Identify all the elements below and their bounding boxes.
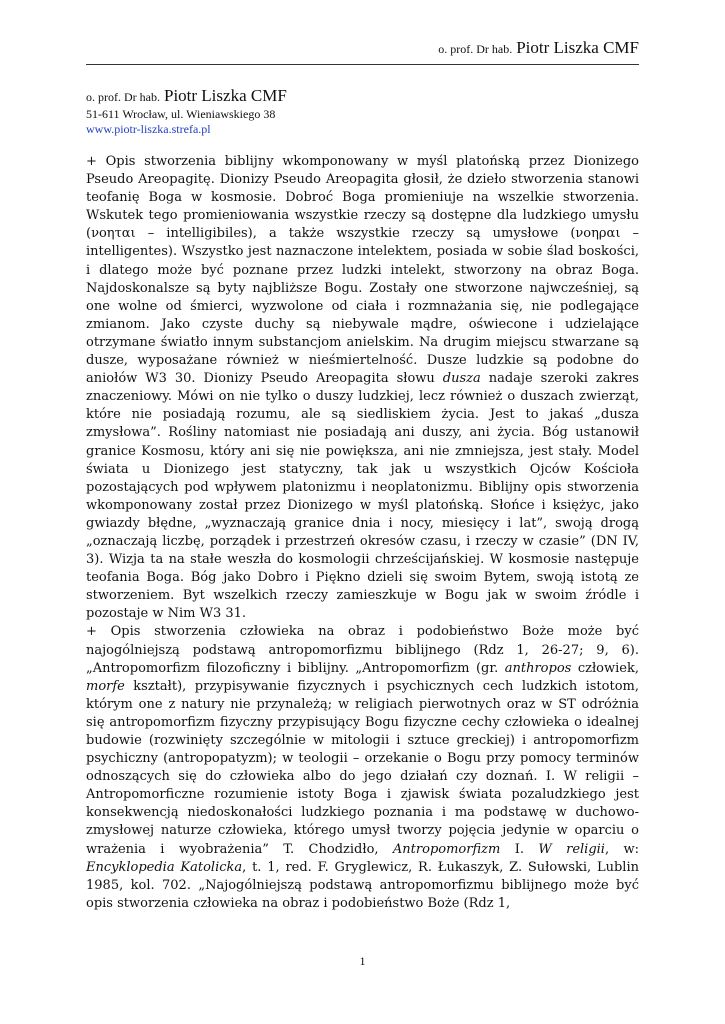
text-segment: człowiek, [571, 660, 639, 676]
text-segment: kształt), przypisywanie fizycznych i psychicznych cech ludzkich istotom, którym one z natury nie przynależą; w religiach pierwotnych oraz w ST odróżnia się antropomorfizm fizyczny przypisujący Bogu fizyczne cechy człowieka o idealnej budowie (rozwinięty szczególnie w mitologii i sztuce greckiej) i antropomorfizm psychiczny (antropopatyzm); w teologii – orzekanie o Bogu przy pomocy terminów odnoszących się do człowieka albo do jego działań czy doznań. I. W religii – Antropomorficzne rozumienie istoty Boga i zjawisk świata pozaludzkiego jest konsekwencją niedoskonałości ludzkiego poznania i ma podstawę w duchowo-zmysłowej naturze człowieka, którego umysł tworzy pojęcia jedynie w oparciu o wrażenia i wyobrażenia” T. Chodzidło, [86, 678, 639, 857]
author-address-block [86, 86, 606, 136]
paragraph-creation-dionysius [86, 153, 639, 623]
italic-text-segment: W religii [538, 841, 605, 857]
italic-text-segment: anthropos [504, 660, 572, 676]
paragraph-anthropomorphism [86, 623, 639, 913]
running-header [86, 38, 639, 65]
italic-text-segment: Encyklopedia Katolicka [86, 859, 243, 875]
text-segment: + Opis stworzenia biblijny wkomponowany w myśl platońską przez Dionizego Pseudo Areopagitę. Dionizy Pseudo Areopagita głosił, że dzieło stworzenia stanowi teofanię Boga w kosmosie. Dobroć Boga promieniuje na wszelkie stworzenia. Wskutek tego promieniowania wszystkie rzeczy są dostępne dla ludzkiego umysłu (νοηται – intelligibiles), a także wszystkie rzeczy są umysłowe (νοηραι – intelligentes). Wszystko jest naznaczone intelektem, posiada w sobie ślad boskości, i dlatego może być poznane przez ludzki intelekt, stworzony na obraz Boga. Najdoskonalsze są byty najbliższe Bogu. Zostały one stworzone najwcześniej, są one wolne od śmierci, wyzwolone od ciała i rozmnażania się, nie podlegające zmianom. Jako czyste duchy są niebywale mądre, oświecone i udzielające otrzymane światło innym substancjom anielskim. Na drugim miejscu stwarzane są dusze, wyposażane również w nieśmiertelność. Dusze ludzkie są podobne do aniołów W3 30. Dionizy Pseudo Areopagita słowu [86, 154, 639, 387]
author-street: 51-611 Wrocław, ul. Wieniawskiego 38 [86, 107, 276, 122]
italic-text-segment: dusza [442, 371, 481, 387]
text-segment: I. [500, 841, 539, 857]
header-author-name: Piotr Liszka CMF [516, 38, 639, 57]
text-segment: , t. 1, red. F. Gryglewicz, R. Łukaszyk, Z. Sułowski, Lublin 1985, kol. 702. „Najogólniejszą podstawą antropomorfizmu biblijnego może być opis stworzenia człowieka na obraz i podobieństwo Boże (Rdz 1, [86, 859, 639, 911]
page-number: 1 [359, 954, 366, 968]
header-title-prefix: o. prof. Dr hab. [438, 42, 513, 56]
author-title-prefix: o. prof. Dr hab. [86, 90, 160, 104]
author-name: Piotr Liszka CMF [163, 86, 287, 105]
author-website-link[interactable]: www.piotr-liszka.strefa.pl [86, 121, 211, 136]
text-segment: + Opis stworzenia człowieka na obraz i podobieństwo Boże może być najogólniejszą podstawą antropomorfizmu biblijnego (Rdz 1, 26-27; 9, 6). „Antropomorfizm filozoficzny i biblijny. „Antropomorfizm (gr. [86, 624, 639, 676]
author-line [86, 86, 606, 106]
text-segment: , w: [604, 841, 639, 857]
document-body [86, 153, 639, 913]
italic-text-segment: morfe [86, 678, 125, 694]
italic-text-segment: Antropomorfizm [392, 841, 501, 857]
text-segment: nadaje szeroki zakres znaczeniowy. Mówi on nie tylko o duszy ludzkiej, lecz również o duszach zwierząt, które nie posiadają rozumu, ale są siedliskiem życia. Jest to jakaś „dusza zmysłowa”. Rośliny natomiast nie posiadają ani duszy, ani życia. Bóg ustanowił granice Kosmosu, który ani się nie powiększa, ani nie zmniejsza, jest stały. Model świata u Dionizego jest statyczny, tak jak u wszystkich Ojców Kościoła pozostających pod wpływem platonizmu i neoplatonizmu. Biblijny opis stworzenia wkomponowany został przez Dionizego w myśl platońską. Słońce i księżyc, jako gwiazdy błędne, „wyznaczają granice dnia i nocy, miesięcy i lat”, swoją drogą „oznaczają liczbę, porządek i przestrzeń okresów czasu, i rzeczy w czasie” (DN IV, 3). Wizja ta na stałe weszła do kosmologii chrześcijańskiej. W kosmosie następuje teofania Boga. Bóg jako Dobro i Piękno dzieli się swoim Bytem, swoją istotą ze stworzeniem. Byt wszelkich rzeczy zamieszkuje w Bogu jak w swoim źródle i pozostaje w Nim W3 31. [86, 371, 639, 622]
